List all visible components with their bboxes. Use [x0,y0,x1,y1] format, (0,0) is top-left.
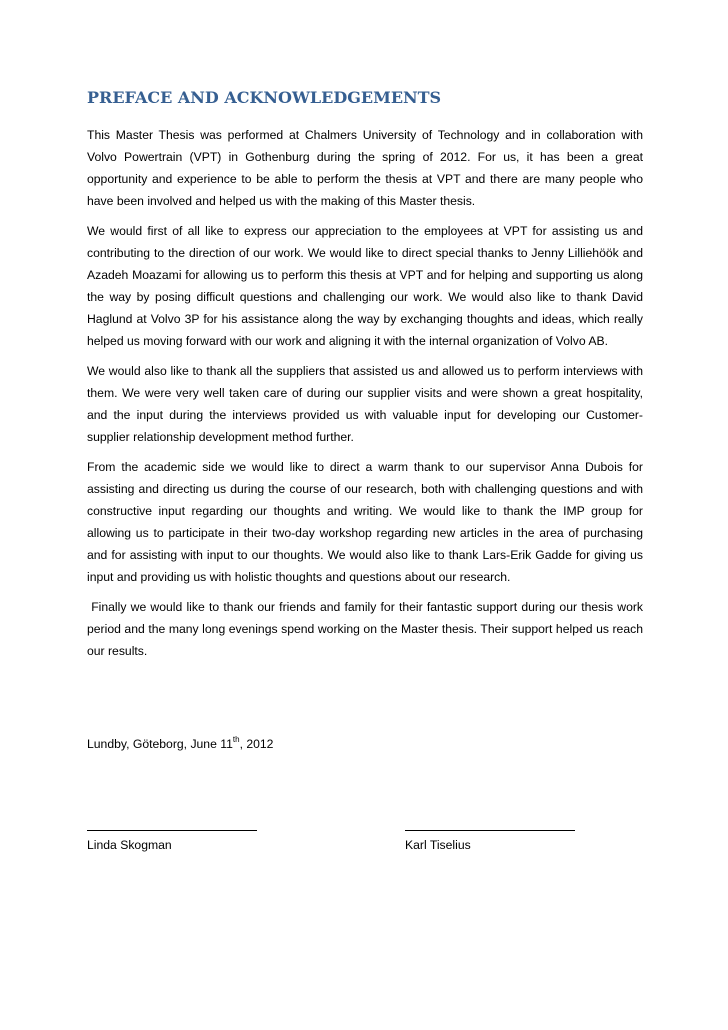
document-body [87,124,647,670]
place-date-year: , 2012 [239,737,274,751]
paragraph-family-thanks: Finally we would like to thank our friends and family for their fantastic support during our thesis work period and the many long evenings spend working on the Master thesis. Their support helped us reach our results. [87,600,647,658]
signatory-name-right: Karl Tiselius [405,838,471,852]
paragraph-supplier-thanks: We would also like to thank all the suppliers that assisted us and allowed us to perform interviews with them. We were very well taken care of during our supplier visits and were shown a great hospitality, and the input during the interviews provided us with valuable input for developing our Customer-supplier relationship development method further. [87,364,643,444]
signature-line-left [87,830,257,831]
signatory-name-left: Linda Skogman [87,838,172,852]
place-and-date [87,737,273,751]
page-title: PREFACE AND ACKNOWLEDGEMENTS [87,88,442,107]
paragraph-intro: This Master Thesis was performed at Chalmers University of Technology and in collaboration with Volvo Powertrain (VPT) in Gothenburg during the spring of 2012. For us, it has been a great opportunity and experience to be able to perform the thesis at VPT and there are many people who have been involved and helped us with the making of this Master thesis. [87,128,643,208]
date-ordinal-suffix: th [232,735,240,744]
paragraph-vpt-thanks: We would first of all like to express our appreciation to the employees at VPT for assisting us and contributing to the direction of our work. We would like to direct special thanks to Jenny Lilliehöök and Azadeh Moazami for allowing us to perform this thesis at VPT and for helping and supporting us along the way by posing difficult questions and challenging our work. We would also like to thank David Haglund at Volvo 3P for his assistance along the way by exchanging thoughts and ideas, which really helped us moving forward with our work and aligning it with the internal organization of Volvo AB. [87,224,643,348]
signature-line-right [405,830,575,831]
paragraph-academic-thanks: From the academic side we would like to direct a warm thank to our supervisor Anna Dubois for assisting and directing us during the course of our research, both with challenging questions and with constructive input regarding our thoughts and writing. We would like to thank the IMP group for allowing us to participate in their two-day workshop regarding new articles in the area of purchasing and for assisting with input to our thoughts. We would also like to thank Lars-Erik Gadde for giving us input and providing us with holistic thoughts and questions about our research. [87,460,643,584]
place-date-prefix: Lundby, Göteborg, June 11 [87,737,233,751]
